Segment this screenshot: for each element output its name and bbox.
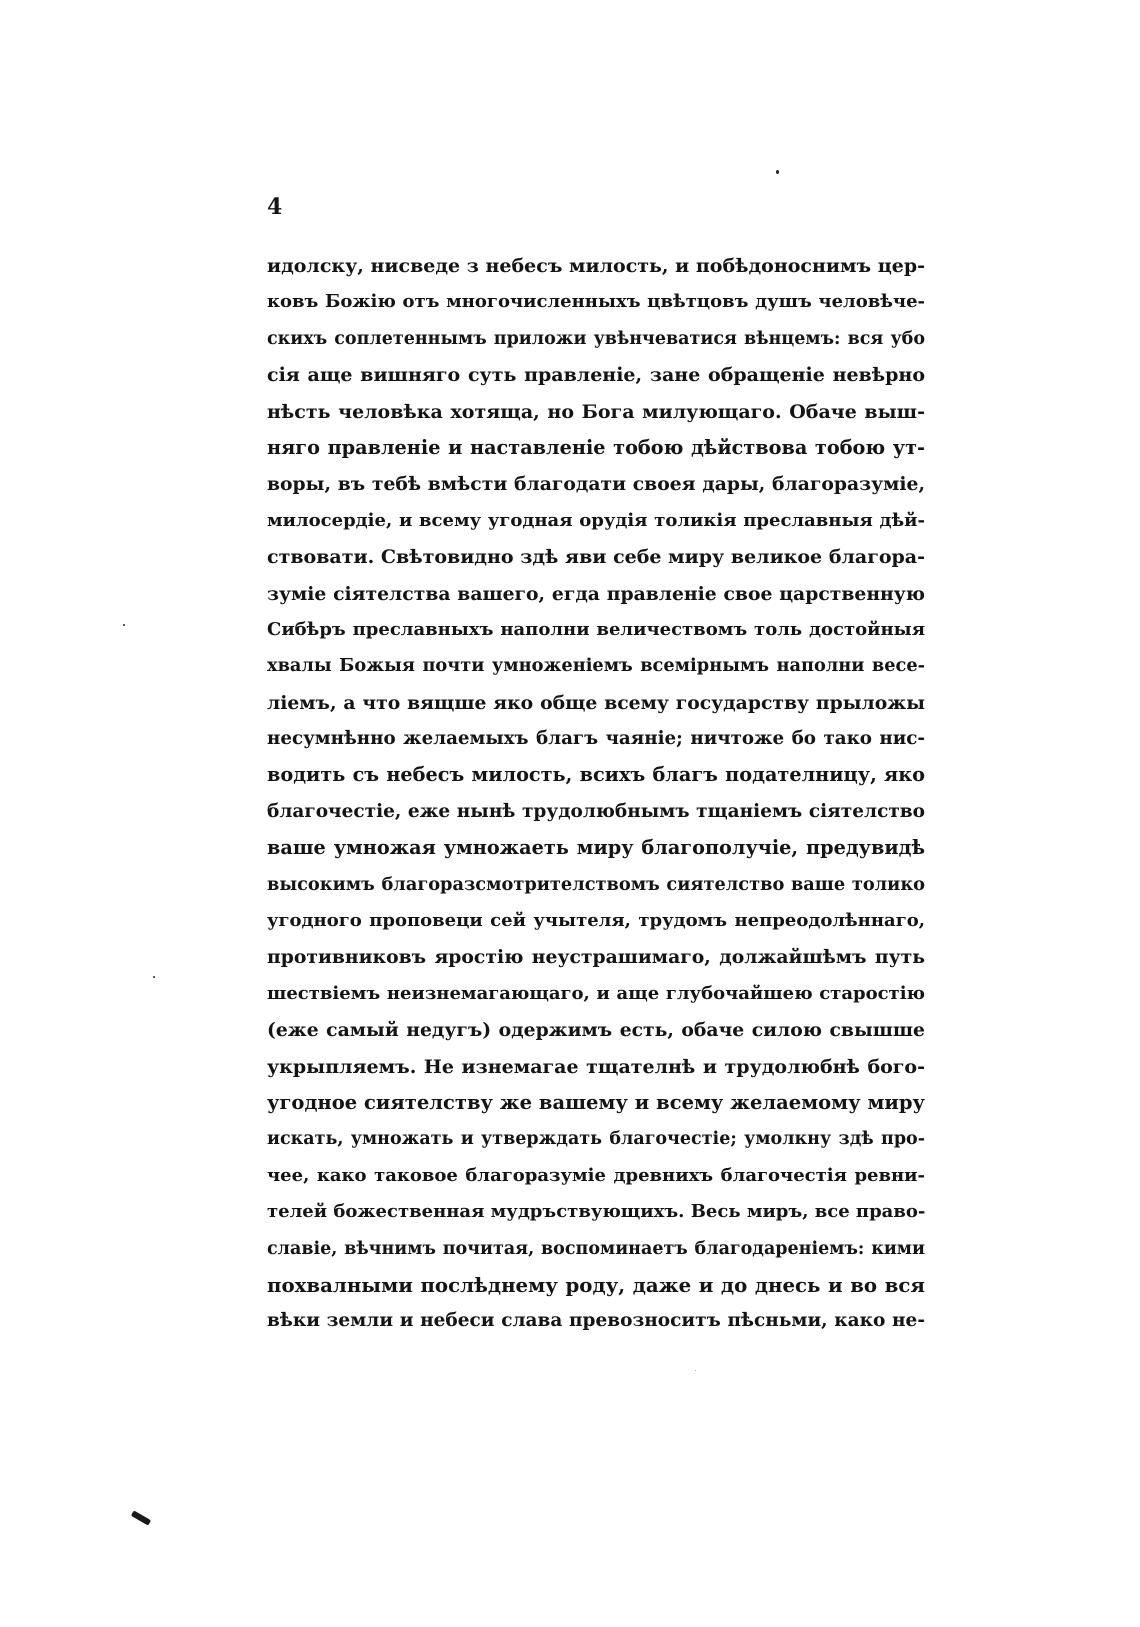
text-line: угодного проповеци сей учытеля, трудомъ непреодолѣннаго, xyxy=(267,910,925,932)
text-line: нѣсть человѣка хотяща, но Бога милующаго. Обаче выш- xyxy=(267,400,925,423)
text-line: шествіемъ неизнемагающаго, и аще глубочайшею старостію xyxy=(267,982,925,1004)
text-line: няго правленіе и наставленіе тобою дѣйствова тобою ут- xyxy=(267,435,925,459)
scan-speck xyxy=(776,170,779,174)
text-line: сія аще вишняго суть правленіе, зане обращеніе невѣрно xyxy=(267,364,925,387)
text-line: ваше умножая умножаеть миру благополучіе, предувидѣ xyxy=(267,836,925,860)
text-line: искать, умножать и утверждать благочестіе; умолкну здѣ про- xyxy=(267,1129,925,1150)
scan-speck xyxy=(153,976,155,978)
scan-mark xyxy=(131,1510,151,1525)
text-line: угодное сиятелству же вашему и всему желаемому миру xyxy=(267,1090,925,1114)
text-line: скихъ соплетеннымъ приложи увѣнчеватися вѣнцемъ: вся убо xyxy=(267,328,925,349)
scan-speck xyxy=(123,624,125,626)
text-line: идолску, нисведе з небесъ милость, и побѣдоноснимъ цер- xyxy=(267,255,925,277)
text-line: телей божественная мудръствующихъ. Весь миръ, все право- xyxy=(267,1201,926,1223)
page-number: 4 xyxy=(267,194,283,220)
text-line: благочестіе, еже нынѣ трудолюбнымъ тщаніемъ сіятелство xyxy=(267,800,925,822)
text-line: вѣки земли и небеси слава превозноситъ пѣсньми, како не- xyxy=(267,1310,925,1332)
text-line: высокимъ благоразсмотрителствомъ сиятелство ваше толико xyxy=(267,873,925,895)
text-line: водить съ небесъ милость, всихъ благъ подателницу, яко xyxy=(267,763,925,787)
text-line: несумнѣнно желаемыхъ благъ чаяніе; ничтоже бо тако нис- xyxy=(267,728,925,750)
text-line: Сибѣръ преславныхъ наполни величествомъ толь достойныя xyxy=(267,618,925,640)
text-line: хвалы Божыя почти умноженіемъ всемірнымъ наполни весе- xyxy=(267,655,925,677)
text-line: чее, како таковое благоразуміе древнихъ благочестія ревни- xyxy=(267,1164,925,1186)
text-line: ліемъ, а что вящше яко обще всему государству прыложы xyxy=(267,691,925,714)
text-line: ствовати. Свѣтовидно здѣ яви себе миру великое благора- xyxy=(267,546,925,569)
text-line: похвалными послѣднему роду, даже и до днесь и во вся xyxy=(267,1272,925,1297)
text-line: зуміе сіятелства вашего, егда правленіе свое царственную xyxy=(267,582,925,605)
body-text xyxy=(267,248,925,1340)
text-line: милосердіе, и всему угодная орудія толикія преславныя дѣй- xyxy=(267,509,925,531)
text-line: славіе, вѣчнимъ почитая, воспоминаетъ благодареніемъ: кими xyxy=(267,1238,925,1259)
text-line: (еже самый недугъ) одержимъ есть, обаче силою свышше xyxy=(267,1019,925,1042)
text-line: укрыпляемъ. Не изнемагае тщателнѣ и трудолюбнѣ бого- xyxy=(267,1055,925,1078)
scan-speck xyxy=(695,1370,696,1371)
text-line: воры, въ тебѣ вмѣсти благодати своея дары, благоразуміе, xyxy=(267,473,925,496)
text-line: ковъ Божію отъ многочисленныхъ цвѣтцовъ душъ человѣче- xyxy=(267,291,925,313)
text-line: противниковъ яростію неустрашимаго, должайшѣмъ путь xyxy=(267,946,925,969)
